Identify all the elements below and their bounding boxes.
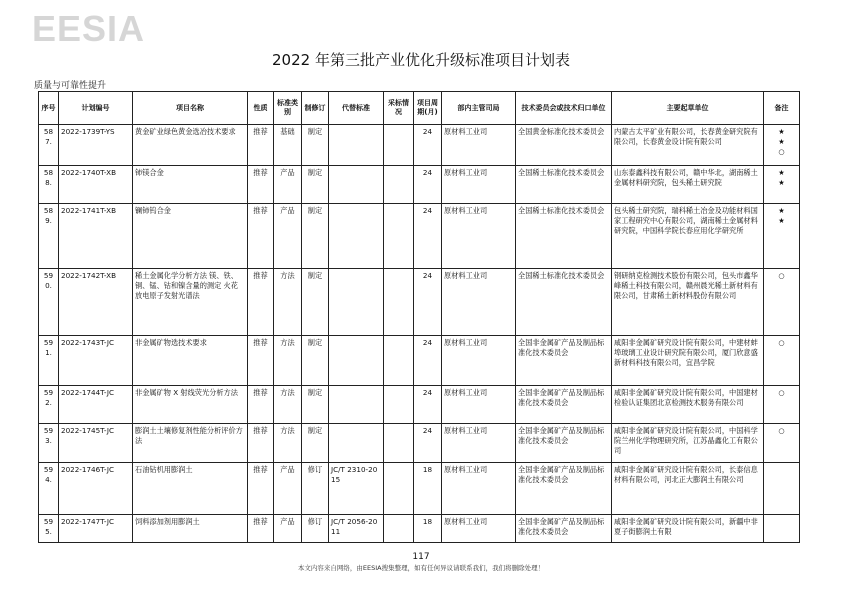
cell-nature: 推荐 bbox=[248, 125, 274, 166]
cell-remarks bbox=[764, 204, 800, 269]
header-project-name: 项目名称 bbox=[133, 92, 248, 125]
cell-revise: 制定 bbox=[302, 424, 329, 463]
cell-adoption bbox=[384, 125, 414, 166]
cell-replaced bbox=[329, 269, 384, 336]
cell-remarks bbox=[764, 269, 800, 336]
footer-disclaimer: 本文内容来自网络，由EESIA搜集整理，如有任何异议请联系我们，我们将删除处理！ bbox=[297, 564, 545, 572]
eesia-logo: EESIA bbox=[32, 8, 146, 49]
header-drafting-units: 主要起草单位 bbox=[612, 92, 764, 125]
cell-plan-no: 2022-1739T-YS bbox=[59, 125, 133, 166]
cell-remarks bbox=[764, 463, 800, 515]
table-row bbox=[39, 125, 800, 166]
cell-nature: 推荐 bbox=[248, 336, 274, 386]
header-nature: 性质 bbox=[248, 92, 274, 125]
cell-remarks bbox=[764, 424, 800, 463]
cell-dept: 原材料工业司 bbox=[442, 269, 516, 336]
cell-cycle: 24 bbox=[414, 336, 442, 386]
cell-plan-no: 2022-1744T-JC bbox=[59, 386, 133, 424]
cell-remarks bbox=[764, 166, 800, 204]
cell-adoption bbox=[384, 204, 414, 269]
cell-nature: 推荐 bbox=[248, 269, 274, 336]
star-mark: ★ bbox=[778, 206, 785, 215]
cell-units: 咸阳非金属矿研究设计院有限公司，中建材蚌埠玻璃工业设计研究院有限公司，厦门欣意盛新材料科技有限公司，宜昌学院 bbox=[612, 336, 764, 386]
cell-nature: 推荐 bbox=[248, 424, 274, 463]
cell-seq: 591. bbox=[39, 336, 59, 386]
header-make-revise: 制修订 bbox=[302, 92, 329, 125]
cell-units: 内蒙古太平矿业有限公司，长春黄金研究院有限公司，长春黄金设计院有限公司 bbox=[612, 125, 764, 166]
cell-seq: 594. bbox=[39, 463, 59, 515]
cell-seq: 588. bbox=[39, 166, 59, 204]
cell-cycle: 24 bbox=[414, 424, 442, 463]
cell-nature: 推荐 bbox=[248, 463, 274, 515]
cell-category: 方法 bbox=[274, 424, 302, 463]
cell-plan-no: 2022-1742T-XB bbox=[59, 269, 133, 336]
cell-plan-no: 2022-1741T-XB bbox=[59, 204, 133, 269]
header-seq: 序号 bbox=[39, 92, 59, 125]
cell-cycle: 24 bbox=[414, 166, 442, 204]
cell-revise: 制定 bbox=[302, 269, 329, 336]
cell-committee: 全国稀土标准化技术委员会 bbox=[516, 166, 612, 204]
cell-replaced bbox=[329, 336, 384, 386]
cell-adoption bbox=[384, 166, 414, 204]
cell-cycle: 24 bbox=[414, 125, 442, 166]
cell-replaced bbox=[329, 424, 384, 463]
circle-mark: ○ bbox=[778, 338, 785, 347]
cell-adoption bbox=[384, 515, 414, 543]
circle-mark: ○ bbox=[778, 147, 785, 156]
cell-revise: 制定 bbox=[302, 336, 329, 386]
cell-category: 产品 bbox=[274, 515, 302, 543]
header-tech-committee: 技术委员会或技术归口单位 bbox=[516, 92, 612, 125]
cell-revise: 修订 bbox=[302, 463, 329, 515]
cell-plan-no: 2022-1747T-JC bbox=[59, 515, 133, 543]
cell-category: 产品 bbox=[274, 463, 302, 515]
star-mark: ★ bbox=[778, 127, 785, 136]
cell-project-name: 稀土金属化学分析方法 镁、铁、铜、锰、钴和镍含量的测定 火花放电原子发射光谱法 bbox=[133, 269, 248, 336]
cell-remarks bbox=[764, 515, 800, 543]
cell-committee: 全国非金属矿产品及制品标准化技术委员会 bbox=[516, 515, 612, 543]
cell-cycle: 24 bbox=[414, 269, 442, 336]
cell-cycle: 18 bbox=[414, 515, 442, 543]
header-replaced-std: 代替标准 bbox=[329, 92, 384, 125]
cell-project-name: 非金属矿物 X 射线荧光分析方法 bbox=[133, 386, 248, 424]
cell-units: 咸阳非金属矿研究设计院有限公司，中国科学院兰州化学物理研究所，江苏晶鑫化工有限公司 bbox=[612, 424, 764, 463]
cell-remarks bbox=[764, 125, 800, 166]
table-row bbox=[39, 166, 800, 204]
cell-seq: 587. bbox=[39, 125, 59, 166]
cell-units: 咸阳非金属矿研究设计院有限公司，中国建材检验认证集团北京检测技术服务有限公司 bbox=[612, 386, 764, 424]
cell-committee: 全国稀土标准化技术委员会 bbox=[516, 204, 612, 269]
cell-units: 包头稀土研究院，瑞科稀土冶金及功能材料国家工程研究中心有限公司，湖南稀土金属材料研究院，中国科学院长春应用化学研究所 bbox=[612, 204, 764, 269]
cell-adoption bbox=[384, 424, 414, 463]
cell-units: 咸阳非金属矿研究设计院有限公司，新疆中非夏子街膨润土有限 bbox=[612, 515, 764, 543]
cell-replaced bbox=[329, 125, 384, 166]
star-mark: ★ bbox=[778, 168, 785, 177]
plan-table bbox=[38, 91, 800, 543]
cell-seq: 592. bbox=[39, 386, 59, 424]
cell-replaced bbox=[329, 204, 384, 269]
cell-dept: 原材料工业司 bbox=[442, 125, 516, 166]
table-row bbox=[39, 269, 800, 336]
cell-nature: 推荐 bbox=[248, 166, 274, 204]
cell-committee: 全国黄金标准化技术委员会 bbox=[516, 125, 612, 166]
cell-cycle: 18 bbox=[414, 463, 442, 515]
cell-committee: 全国非金属矿产品及制品标准化技术委员会 bbox=[516, 424, 612, 463]
cell-dept: 原材料工业司 bbox=[442, 424, 516, 463]
cell-committee: 全国非金属矿产品及制品标准化技术委员会 bbox=[516, 386, 612, 424]
cell-adoption bbox=[384, 463, 414, 515]
header-adoption: 采标情况 bbox=[384, 92, 414, 125]
header-std-category: 标准类别 bbox=[274, 92, 302, 125]
cell-units: 山东泰鑫科技有限公司，赣中华北，湖南稀土金属材料研究院，包头稀土研究院 bbox=[612, 166, 764, 204]
cell-units: 咸阳非金属矿研究设计院有限公司，长泰信息材料有限公司，河北正大膨润土有限公司 bbox=[612, 463, 764, 515]
cell-committee: 全国非金属矿产品及制品标准化技术委员会 bbox=[516, 336, 612, 386]
cell-cycle: 24 bbox=[414, 386, 442, 424]
cell-category: 基础 bbox=[274, 125, 302, 166]
page-title: 2022 年第三批产业优化升级标准项目计划表 bbox=[272, 51, 570, 69]
cell-adoption bbox=[384, 386, 414, 424]
cell-seq: 593. bbox=[39, 424, 59, 463]
cell-nature: 推荐 bbox=[248, 204, 274, 269]
cell-replaced bbox=[329, 386, 384, 424]
cell-plan-no: 2022-1745T-JC bbox=[59, 424, 133, 463]
cell-revise: 制定 bbox=[302, 125, 329, 166]
cell-committee: 全国稀土标准化技术委员会 bbox=[516, 269, 612, 336]
cell-revise: 制定 bbox=[302, 204, 329, 269]
cell-revise: 修订 bbox=[302, 515, 329, 543]
cell-category: 产品 bbox=[274, 166, 302, 204]
star-mark: ★ bbox=[778, 216, 785, 225]
cell-project-name: 饲料添加剂用膨润土 bbox=[133, 515, 248, 543]
cell-revise: 制定 bbox=[302, 166, 329, 204]
cell-dept: 原材料工业司 bbox=[442, 166, 516, 204]
cell-category: 方法 bbox=[274, 269, 302, 336]
cell-replaced bbox=[329, 166, 384, 204]
cell-dept: 原材料工业司 bbox=[442, 386, 516, 424]
cell-cycle: 24 bbox=[414, 204, 442, 269]
cell-project-name: 膨润土土壤修复剂性能分析评价方法 bbox=[133, 424, 248, 463]
table-row bbox=[39, 424, 800, 463]
cell-adoption bbox=[384, 336, 414, 386]
cell-project-name: 非金属矿物选技术要求 bbox=[133, 336, 248, 386]
cell-dept: 原材料工业司 bbox=[442, 463, 516, 515]
table-header-row bbox=[39, 92, 800, 125]
cell-remarks bbox=[764, 386, 800, 424]
cell-replaced: JC/T 2310-2015 bbox=[329, 463, 384, 515]
circle-mark: ○ bbox=[778, 388, 785, 397]
table-row bbox=[39, 463, 800, 515]
cell-plan-no: 2022-1740T-XB bbox=[59, 166, 133, 204]
cell-remarks bbox=[764, 336, 800, 386]
header-remarks: 备注 bbox=[764, 92, 800, 125]
cell-seq: 595. bbox=[39, 515, 59, 543]
cell-seq: 589. bbox=[39, 204, 59, 269]
header-ministry-dept: 部内主管司局 bbox=[442, 92, 516, 125]
circle-mark: ○ bbox=[778, 426, 785, 435]
cell-category: 产品 bbox=[274, 204, 302, 269]
cell-dept: 原材料工业司 bbox=[442, 515, 516, 543]
star-mark: ★ bbox=[778, 137, 785, 146]
star-mark: ★ bbox=[778, 178, 785, 187]
circle-mark: ○ bbox=[778, 271, 785, 280]
table-row bbox=[39, 336, 800, 386]
cell-plan-no: 2022-1746T-JC bbox=[59, 463, 133, 515]
cell-adoption bbox=[384, 269, 414, 336]
header-cycle: 项目周期(月) bbox=[414, 92, 442, 125]
table-row bbox=[39, 204, 800, 269]
header-plan-no: 计划编号 bbox=[59, 92, 133, 125]
cell-nature: 推荐 bbox=[248, 386, 274, 424]
category-label: 质量与可靠性提升 bbox=[34, 81, 107, 91]
cell-units: 钢研纳克检测技术股份有限公司，包头市鑫华峰稀土科技有限公司，赣州晨光稀土新材料有限公司，甘肃稀土新材料股份有限公司 bbox=[612, 269, 764, 336]
table-row bbox=[39, 386, 800, 424]
cell-project-name: 铈镁合金 bbox=[133, 166, 248, 204]
cell-category: 方法 bbox=[274, 386, 302, 424]
cell-seq: 590. bbox=[39, 269, 59, 336]
cell-project-name: 镧铈钨合金 bbox=[133, 204, 248, 269]
table-row bbox=[39, 515, 800, 543]
cell-committee: 全国非金属矿产品及制品标准化技术委员会 bbox=[516, 463, 612, 515]
cell-plan-no: 2022-1743T-JC bbox=[59, 336, 133, 386]
cell-dept: 原材料工业司 bbox=[442, 336, 516, 386]
cell-nature: 推荐 bbox=[248, 515, 274, 543]
cell-dept: 原材料工业司 bbox=[442, 204, 516, 269]
cell-project-name: 黄金矿业绿色黄金选冶技术要求 bbox=[133, 125, 248, 166]
cell-replaced: JC/T 2056-2011 bbox=[329, 515, 384, 543]
cell-category: 方法 bbox=[274, 336, 302, 386]
page-number: 117 bbox=[412, 552, 430, 562]
cell-project-name: 石油钻机用膨润土 bbox=[133, 463, 248, 515]
cell-revise: 制定 bbox=[302, 386, 329, 424]
